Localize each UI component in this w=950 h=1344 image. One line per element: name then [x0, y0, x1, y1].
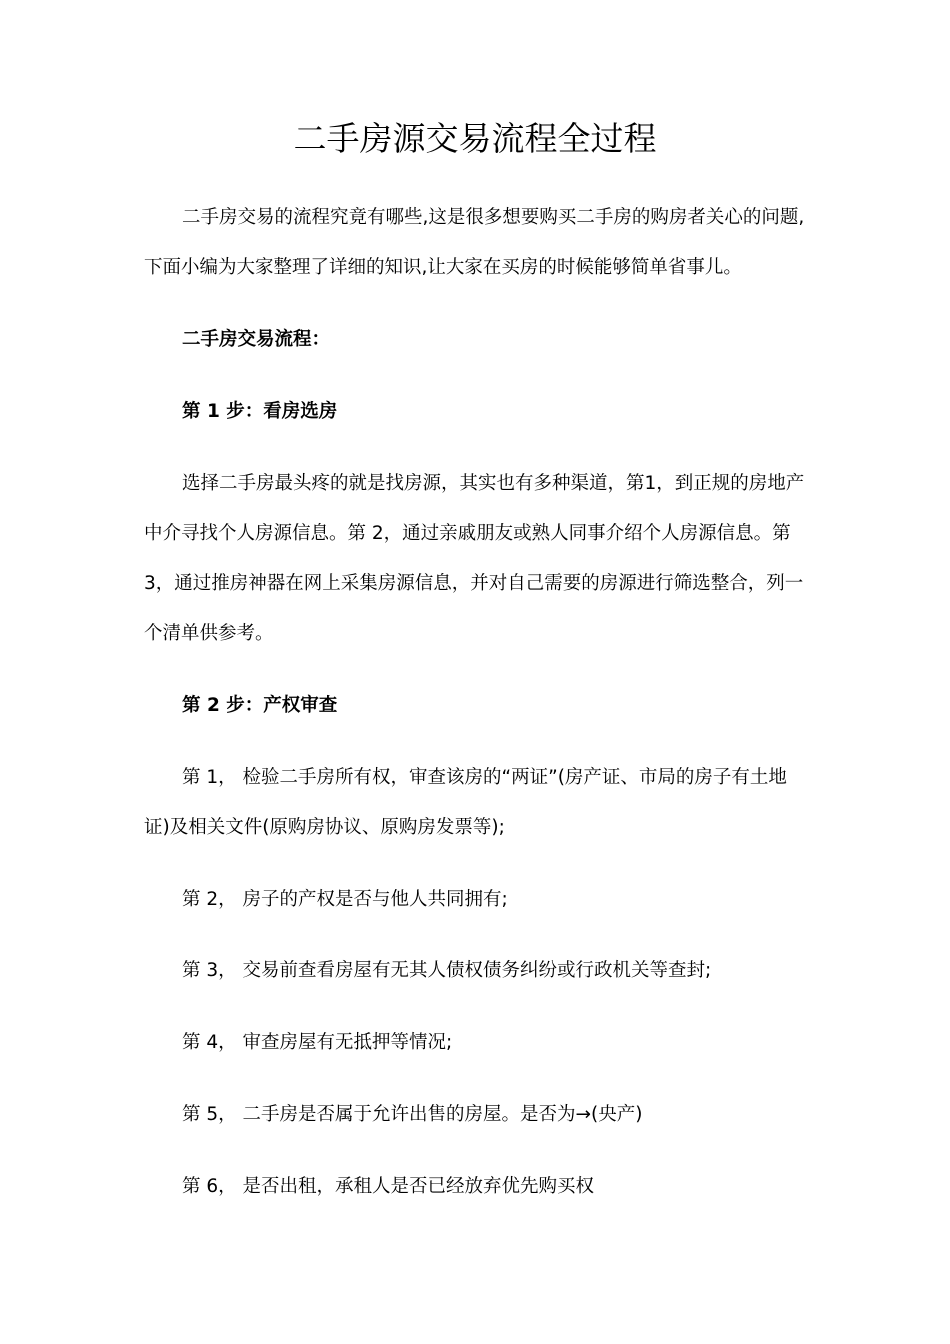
document-title: 二手房源交易流程全过程: [293, 119, 657, 159]
step1-heading: 第 1 步：看房选房: [182, 401, 338, 422]
step2-item-3: 第 3， 交易前查看房屋有无其人债权债务纠纷或行政机关等查封;: [182, 960, 712, 981]
step2-item-5: 第 5， 二手房是否属于允许出售的房屋。是否为→(央产): [182, 1104, 643, 1125]
step2-item-4: 第 4， 审查房屋有无抵押等情况;: [182, 1032, 453, 1053]
section-heading: 二手房交易流程：: [182, 329, 331, 350]
step1-paragraph: 选择二手房最头疼的就是找房源，其实也有多种渠道，第1，到正规的房地产中介寻找个人房源信息。第 2，通过亲戚朋友或熟人同事介绍个人房源信息。第 3，通过推房神器在网上采集房源信息，并对自己需要的房源进行筛选整合，列一个清单供参考。: [144, 473, 805, 644]
step2-item-1: 第 1， 检验二手房所有权，审查该房的“两证”(房产证、市局的房子有土地证)及相关文件(原购房协议、原购房发票等);: [144, 767, 787, 838]
step2-item-6: 第 6， 是否出租，承租人是否已经放弃优先购买权: [182, 1176, 595, 1197]
step2-item-2: 第 2， 房子的产权是否与他人共同拥有;: [182, 889, 508, 910]
step2-heading: 第 2 步：产权审查: [182, 695, 338, 716]
intro-paragraph: 二手房交易的流程究竟有哪些,这是很多想要购买二手房的购房者关心的问题,下面小编为大家整理了详细的知识,让大家在买房的时候能够简单省事儿。: [144, 207, 805, 278]
